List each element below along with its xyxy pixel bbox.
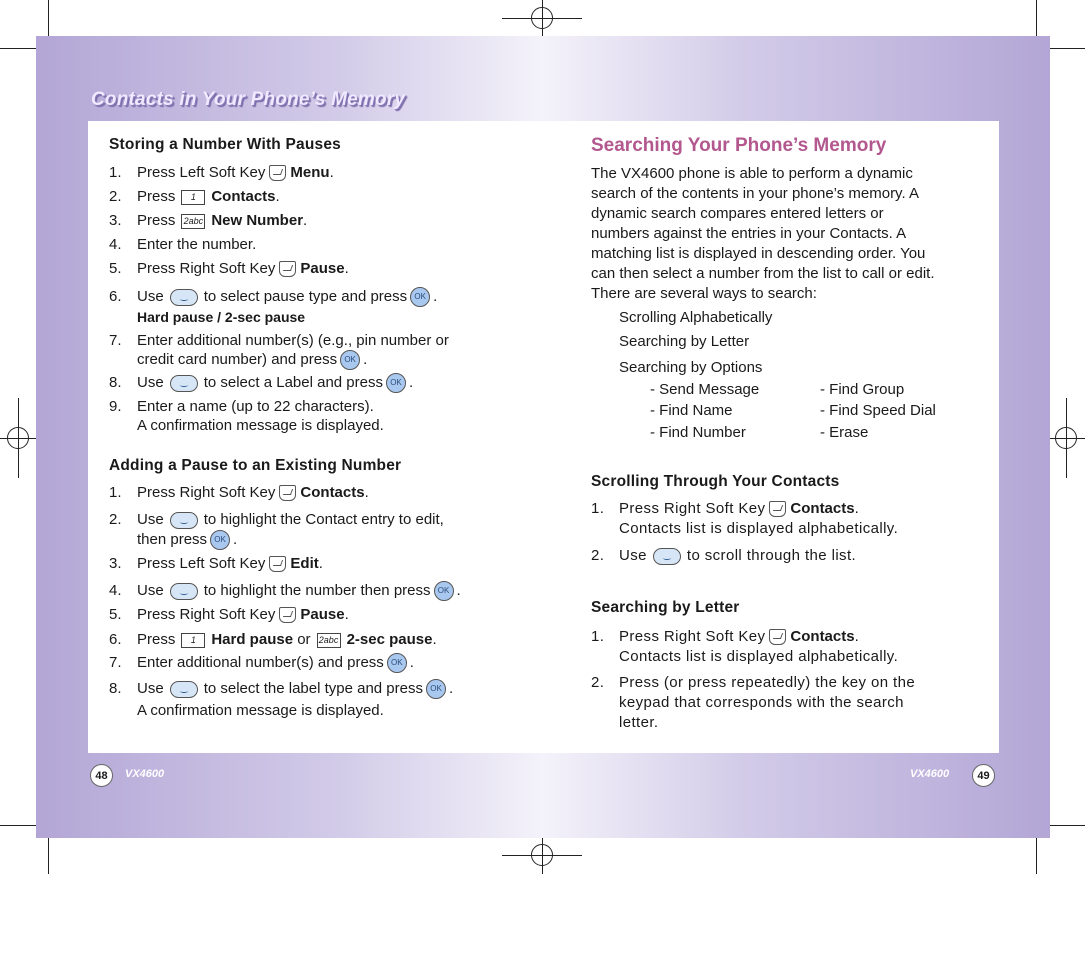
step-end: . [854,500,860,517]
step-number: 6. [109,631,122,648]
section-title-storing-pauses: Storing a Number With Pauses [109,136,341,153]
section-title-searching-letter: Searching by Letter [591,599,740,616]
step-end: . [233,531,238,548]
registration-mark [531,844,553,866]
model-label-left: VX4600 [125,768,165,780]
right-soft-key-icon [279,607,296,623]
step-6 [109,287,529,327]
step-number: 2. [591,547,605,564]
step-text: to scroll through the list. [686,547,857,564]
step-number: 1. [591,500,605,517]
step-text: to select the label type and press [203,680,423,697]
step-text: Enter the number. [137,236,257,253]
step-text: keypad that corresponds with the search [619,694,904,711]
new-number-label: New Number [211,212,304,229]
step-3 [109,211,529,231]
or-text: or [297,631,311,648]
crop-mark [1049,48,1085,49]
section-title-scrolling: Scrolling Through Your Contacts [591,473,840,490]
key-2-icon: 2abc [317,633,341,648]
step-text: Press (or press repeatedly) the key on the [619,674,916,691]
step-text: Press Right Soft Key [619,500,766,517]
step-3 [109,554,529,574]
step-text: Use [137,374,164,391]
registration-mark [531,7,553,29]
crop-mark [48,838,49,874]
chapter-header: Contacts in Your Phone’s Memory [91,89,406,110]
search-way: Scrolling Alphabetically [619,309,773,326]
step-9 [109,397,529,437]
step-1 [109,483,529,503]
step-number: 9. [109,398,122,415]
step-end: . [363,351,368,368]
nav-key-icon [170,512,198,529]
step-end: . [329,164,334,181]
search-option: - Find Name [650,402,733,419]
intro-paragraph [591,164,991,304]
step-text: Contacts list is displayed alphabetically. [619,648,899,665]
step-1 [109,163,529,183]
step-end: . [344,606,349,623]
step-text: Enter additional number(s) (e.g., pin number or [137,332,449,349]
left-soft-key-icon [269,165,286,181]
ok-key-icon: OK [434,581,454,601]
step-1 [591,627,991,667]
key-1-icon: 1 [181,190,205,205]
ok-key-icon: OK [387,653,407,673]
step-8 [109,679,529,723]
step-number: 3. [109,555,122,572]
step-number: 3. [109,212,122,229]
step-text: to highlight the Contact entry to edit, [203,511,444,528]
contacts-label: Contacts [790,628,855,645]
contacts-label: Contacts [790,500,855,517]
contacts-label: Contacts [211,188,276,205]
right-soft-key-icon [769,629,786,645]
page-number-left: 48 [90,764,113,787]
nav-key-icon [170,583,198,600]
step-2 [109,510,529,550]
intro-line: matching list is displayed in descending order. You [591,245,926,262]
step-text: Enter a name (up to 22 characters). [137,398,374,415]
step-text: Press Left Soft Key [137,555,266,572]
ok-key-icon: OK [386,373,406,393]
step-end: . [275,188,280,205]
step-text: Use [137,511,164,528]
nav-key-icon [653,548,681,565]
edit-label: Edit [290,555,319,572]
key-2-icon: 2abc [181,214,205,229]
section-title-adding-pause: Adding a Pause to an Existing Number [109,457,402,474]
step-7 [109,331,529,371]
step-number: 2. [109,188,122,205]
intro-line: can then select a number from the list to call or edit. [591,265,935,282]
step-text: Press [137,188,176,205]
step-end: . [303,212,308,229]
search-way: Searching by Letter [619,333,750,350]
step-4 [109,235,529,255]
step-text: credit card number) and press [137,351,338,368]
contacts-label: Contacts [300,484,365,501]
crop-mark [0,825,36,826]
ok-key-icon: OK [410,287,430,307]
left-soft-key-icon [269,556,286,572]
step-text: Use [137,288,164,305]
step-text: Press [137,631,176,648]
step-number: 4. [109,582,122,599]
step-number: 5. [109,606,122,623]
step-end: . [854,628,860,645]
step-text: to select pause type and press [203,288,408,305]
registration-mark [7,427,29,449]
step-text: then press [137,531,208,548]
step-text: Press Right Soft Key [137,484,276,501]
step-end: . [433,288,438,305]
pause-label: Pause [300,260,345,277]
step-text: Use [619,547,647,564]
step-text: Press Right Soft Key [137,260,276,277]
nav-key-icon [170,681,198,698]
right-soft-key-icon [769,501,786,517]
step-number: 2. [591,674,605,691]
step-1 [591,499,991,539]
step-text: Press Left Soft Key [137,164,266,181]
ok-key-icon: OK [426,679,446,699]
step-number: 2. [109,511,122,528]
step-text: Press Right Soft Key [619,628,766,645]
step-5 [109,259,529,279]
intro-line: numbers against the entries in your Contacts. A [591,225,907,242]
step-number: 1. [109,484,122,501]
step-2 [109,187,529,207]
step-number: 4. [109,236,122,253]
step-number: 1. [591,628,605,645]
crop-mark [1036,0,1037,36]
step-number: 7. [109,654,122,671]
step-text: to highlight the number then press [203,582,431,599]
step-end: . [408,374,414,391]
step-text: Press [137,212,176,229]
pause-label: Pause [300,606,345,623]
step-text: A confirmation message is displayed. [137,417,384,434]
step-2 [591,546,991,566]
crop-mark [0,48,36,49]
intro-line: search of the contents in your phone’s memory. A [591,185,919,202]
right-soft-key-icon [279,261,296,277]
menu-label: Menu [290,164,330,181]
step-text: A confirmation message is displayed. [137,702,384,719]
step-2 [591,673,991,733]
step-end: . [449,680,454,697]
ok-key-icon: OK [340,350,360,370]
intro-line: dynamic search compares entered letters or [591,205,884,222]
step-end: . [409,654,414,671]
step-text: to select a Label and press [203,374,383,391]
step-6 [109,630,529,650]
crop-mark [48,0,49,36]
model-label-right: VX4600 [910,768,950,780]
step-end: . [318,555,323,572]
pause-options: Hard pause / 2-sec pause [137,309,306,325]
step-8 [109,373,529,393]
search-option: - Find Group [820,381,905,398]
step-number: 7. [109,332,122,349]
intro-line: The VX4600 phone is able to perform a dynamic [591,165,913,182]
step-end: . [364,484,369,501]
step-7 [109,653,529,673]
crop-mark [1036,838,1037,874]
step-number: 1. [109,164,122,181]
search-way: Searching by Options [619,359,763,376]
crop-mark [1049,825,1085,826]
two-sec-pause-label: 2-sec pause [346,631,433,648]
step-5 [109,605,529,625]
search-option: - Find Number [650,424,746,441]
nav-key-icon [170,375,198,392]
step-text: Press Right Soft Key [137,606,276,623]
step-4 [109,581,529,601]
right-soft-key-icon [279,485,296,501]
step-text: letter. [619,714,659,731]
step-end: . [344,260,349,277]
step-end: . [456,582,461,599]
step-text: Use [137,680,164,697]
step-number: 8. [109,374,122,391]
step-text: Use [137,582,164,599]
search-option: - Erase [820,424,869,441]
section-title-searching-memory: Searching Your Phone’s Memory [591,135,887,156]
nav-key-icon [170,289,198,306]
step-text: Enter additional number(s) and press [137,654,384,671]
search-option: - Send Message [650,381,760,398]
step-end: . [432,631,437,648]
step-number: 6. [109,288,122,305]
intro-line: There are several ways to search: [591,285,817,302]
search-option: - Find Speed Dial [820,402,936,419]
step-number: 8. [109,680,122,697]
registration-mark [1055,427,1077,449]
hard-pause-label: Hard pause [211,631,294,648]
key-1-icon: 1 [181,633,205,648]
step-text: Contacts list is displayed alphabetically. [619,520,899,537]
step-number: 5. [109,260,122,277]
page-number-right: 49 [972,764,995,787]
ok-key-icon: OK [210,530,230,550]
